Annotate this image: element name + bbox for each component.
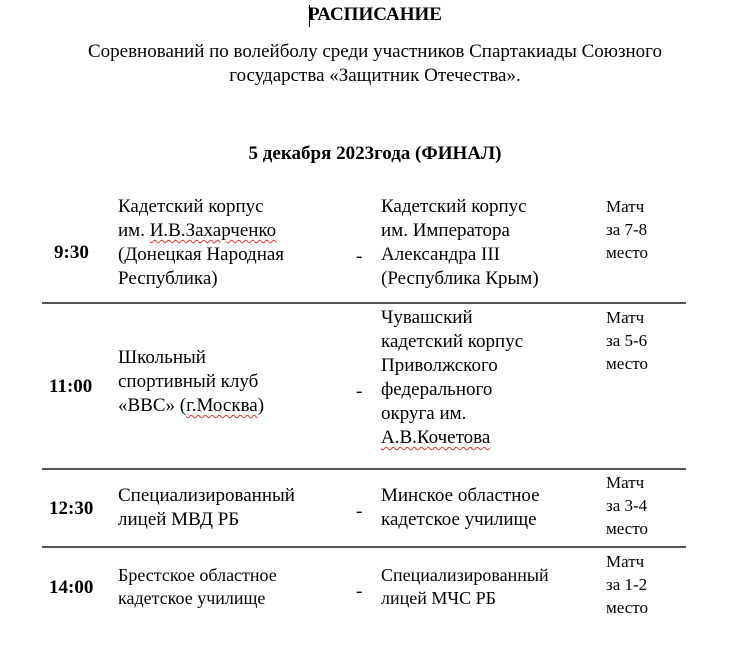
team1-line: Школьный: [118, 347, 206, 368]
spellcheck-underline[interactable]: И.В.Захарченко: [149, 220, 277, 241]
team1-line: Специализированный: [118, 485, 295, 506]
team2-name: [381, 564, 549, 610]
place-line: за 7-8: [606, 220, 648, 239]
team2-name: [381, 195, 539, 291]
team2-line: федерального: [381, 379, 493, 400]
team2-name: [381, 306, 523, 450]
team2-name: [381, 484, 540, 532]
row-divider: [42, 468, 686, 470]
team2-line: округа им.: [381, 403, 467, 424]
place-line: место: [606, 243, 648, 262]
team1-line: спортивный клуб: [118, 371, 259, 392]
versus-dash: -: [356, 501, 363, 522]
versus-dash: -: [356, 246, 363, 267]
document-subtitle: [0, 40, 750, 88]
team2-line: Чувашский: [381, 307, 473, 328]
team2-line: (Республика Крым): [381, 268, 539, 289]
place-line: место: [606, 519, 648, 538]
team1-line: им. И.В.Захарченко: [118, 220, 277, 241]
match-time: 11:00: [49, 376, 93, 397]
team2-line: Кадетский корпус: [381, 196, 527, 217]
team2-line: Минское областное: [381, 485, 540, 506]
row-divider: [42, 546, 686, 548]
place-line: место: [606, 354, 648, 373]
versus-dash: -: [356, 381, 363, 402]
place-line: место: [606, 598, 648, 617]
subtitle-line-2: государства «Защитник Отечества».: [229, 65, 521, 86]
document-title: РАСПИСАНИЕ: [308, 4, 442, 25]
spellcheck-underline[interactable]: г.Москва: [186, 395, 258, 416]
place-line: за 1-2: [606, 575, 648, 594]
team1-line: «ВВС» (г.Москва): [118, 395, 265, 416]
team1-name: [118, 484, 295, 532]
subtitle-line-1: Соревнований по волейболу среди участников Спартакиады Союзного: [87, 41, 662, 62]
place-line: Матч: [606, 552, 645, 571]
place-line: Матч: [606, 197, 645, 216]
team1-line: лицей МВД РБ: [118, 509, 240, 530]
team2-line: лицей МЧС РБ: [381, 588, 496, 608]
team1-line: Кадетский корпус: [118, 196, 264, 217]
place-line: за 5-6: [606, 331, 648, 350]
place-line: Матч: [606, 473, 645, 492]
team2-line: Александра III: [381, 244, 500, 265]
team1-line: Брестское областное: [118, 565, 277, 585]
place-line: за 3-4: [606, 496, 648, 515]
team2-line: Специализированный: [381, 565, 549, 585]
match-place: [606, 471, 648, 540]
team1-name: [118, 195, 284, 291]
team1-line: кадетское училище: [118, 588, 266, 608]
place-line: Матч: [606, 308, 645, 327]
team1-name: [118, 346, 264, 418]
spellcheck-underline[interactable]: А.В.Кочетова: [381, 427, 491, 448]
match-place: [606, 550, 648, 619]
team2-line: [381, 426, 523, 450]
team2-line: кадетское училище: [381, 509, 537, 530]
match-time: 9:30: [54, 242, 89, 263]
match-time: 14:00: [49, 577, 94, 598]
date-heading: 5 декабря 2023года (ФИНАЛ): [248, 143, 502, 164]
match-time: 12:30: [49, 498, 94, 519]
team1-line: Республика): [118, 268, 218, 289]
match-place: [606, 195, 648, 264]
versus-dash: -: [356, 581, 363, 602]
team2-line: им. Императора: [381, 220, 510, 241]
team2-line: кадетский корпус: [381, 331, 524, 352]
team1-line: (Донецкая Народная: [118, 244, 285, 265]
team2-line: Приволжского: [381, 355, 498, 376]
match-place: [606, 306, 648, 375]
team1-name: [118, 564, 277, 610]
row-divider: [42, 302, 686, 304]
